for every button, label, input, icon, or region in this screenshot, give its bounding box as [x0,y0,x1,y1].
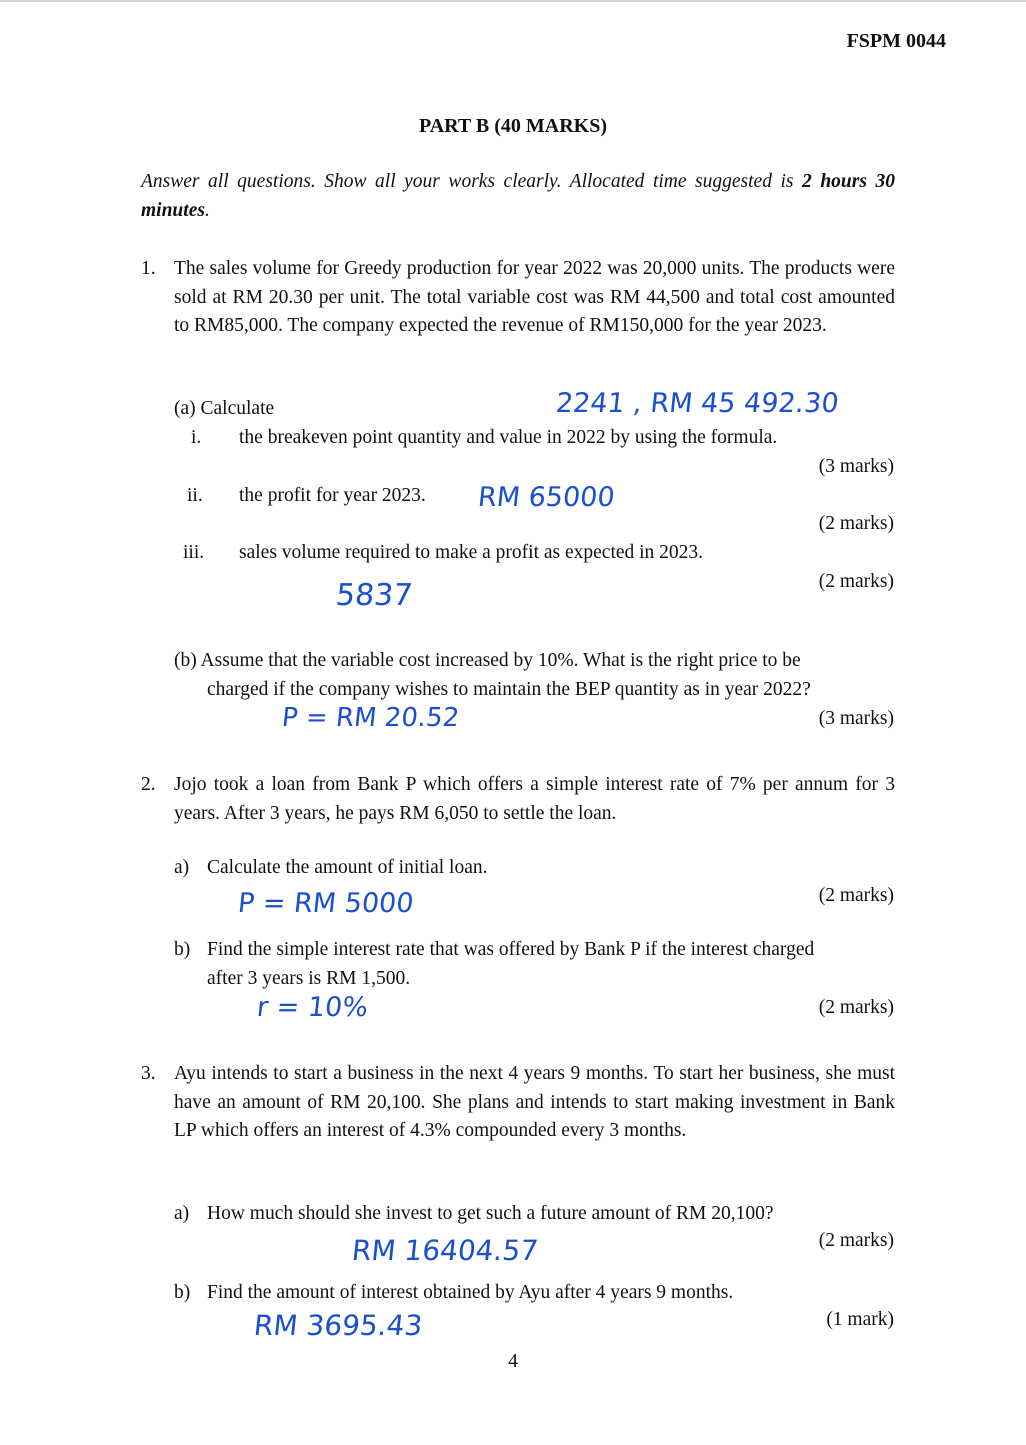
q2-text: Jojo took a loan from Bank P which offers a simple interest rate of 7% per annum for 3 years. After 3 years, he pays RM 6,050 to settle the loan. [174,774,895,824]
q1a-ii-text: the profit for year 2023. [239,485,426,506]
q2-number: 2. [141,774,156,795]
q3a-label: a) [174,1203,190,1224]
q1a-label: (a) Calculate [174,398,275,419]
q1a-ii-marks: (2 marks) [818,513,894,534]
instructions-end: . [204,199,210,221]
q1a-iii-number: iii. [183,542,205,563]
q3b-handwritten-answer: RM 3695.43 [252,1309,425,1342]
page-number: 4 [508,1351,518,1372]
q3b-label: b) [174,1282,191,1303]
q2a-label: a) [174,857,190,878]
q1a-iii-marks: (2 marks) [818,571,894,592]
q1b-handwritten-answer: P = RM 20.52 [280,703,461,733]
q3-text: Ayu intends to start a business in the next 4 years 9 months. To start her business, she must have an amount of RM 20,100. She plans and intends to start making investment in Bank LP which offers an interest of 4.3% compounded every 3 months. [174,1063,895,1142]
instructions [141,168,895,225]
q2a-marks: (2 marks) [818,885,894,906]
q2b-line1: Find the simple interest rate that was offered by Bank P if the interest charged [207,939,815,960]
q1-number: 1. [141,258,156,279]
instructions-time: 2 hours 30 minutes [141,171,895,221]
q3a-text: How much should she invest to get such a future amount of RM 20,100? [207,1203,774,1224]
q2a-handwritten-answer: P = RM 5000 [236,888,416,919]
q1-text: The sales volume for Greedy production for year 2022 was 20,000 units. The products were sold at RM 20.30 per unit. The total variable cost was RM 44,500 and total cost amounted to RM85,000. The company expected the revenue of RM150,000 for the year 2023. [174,258,895,337]
q1a-ii-number: ii. [187,485,203,506]
q1b-line2: charged if the company wishes to maintain the BEP quantity as in year 2022? [207,679,811,700]
q1a-i-text: the breakeven point quantity and value in 2022 by using the formula. [239,427,778,448]
q1a-ii-handwritten-answer: RM 65000 [476,482,617,513]
q3a-marks: (2 marks) [818,1230,894,1251]
q1a-i-marks: (3 marks) [818,456,894,477]
q2b-line2: after 3 years is RM 1,500. [207,968,411,989]
q1b-marks: (3 marks) [818,708,894,729]
q2b-marks: (2 marks) [818,997,894,1018]
course-code: FSPM 0044 [846,30,946,52]
q1b-line1: (b) Assume that the variable cost increased by 10%. What is the right price to be [174,650,801,671]
instructions-text: Answer all questions. Show all your works clearly. Allocated time suggested is [141,171,803,192]
top-border [0,0,1026,2]
q2b-handwritten-answer: r = 10% [255,992,370,1023]
q2a-text: Calculate the amount of initial loan. [207,857,488,878]
q3b-marks: (1 mark) [826,1309,894,1330]
q3a-handwritten-answer: RM 16404.57 [350,1234,540,1267]
q2b-label: b) [174,939,191,960]
q1a-i-handwritten-answer: 2241 , RM 45 492.30 [554,388,841,419]
q1a-iii-handwritten-answer: 5837 [334,578,415,613]
q1a-i-number: i. [191,427,202,448]
q3b-text: Find the amount of interest obtained by Ayu after 4 years 9 months. [207,1282,734,1303]
part-title: PART B (40 MARKS) [419,115,607,137]
q1a-iii-text: sales volume required to make a profit as expected in 2023. [239,542,704,563]
q3-number: 3. [141,1063,156,1084]
